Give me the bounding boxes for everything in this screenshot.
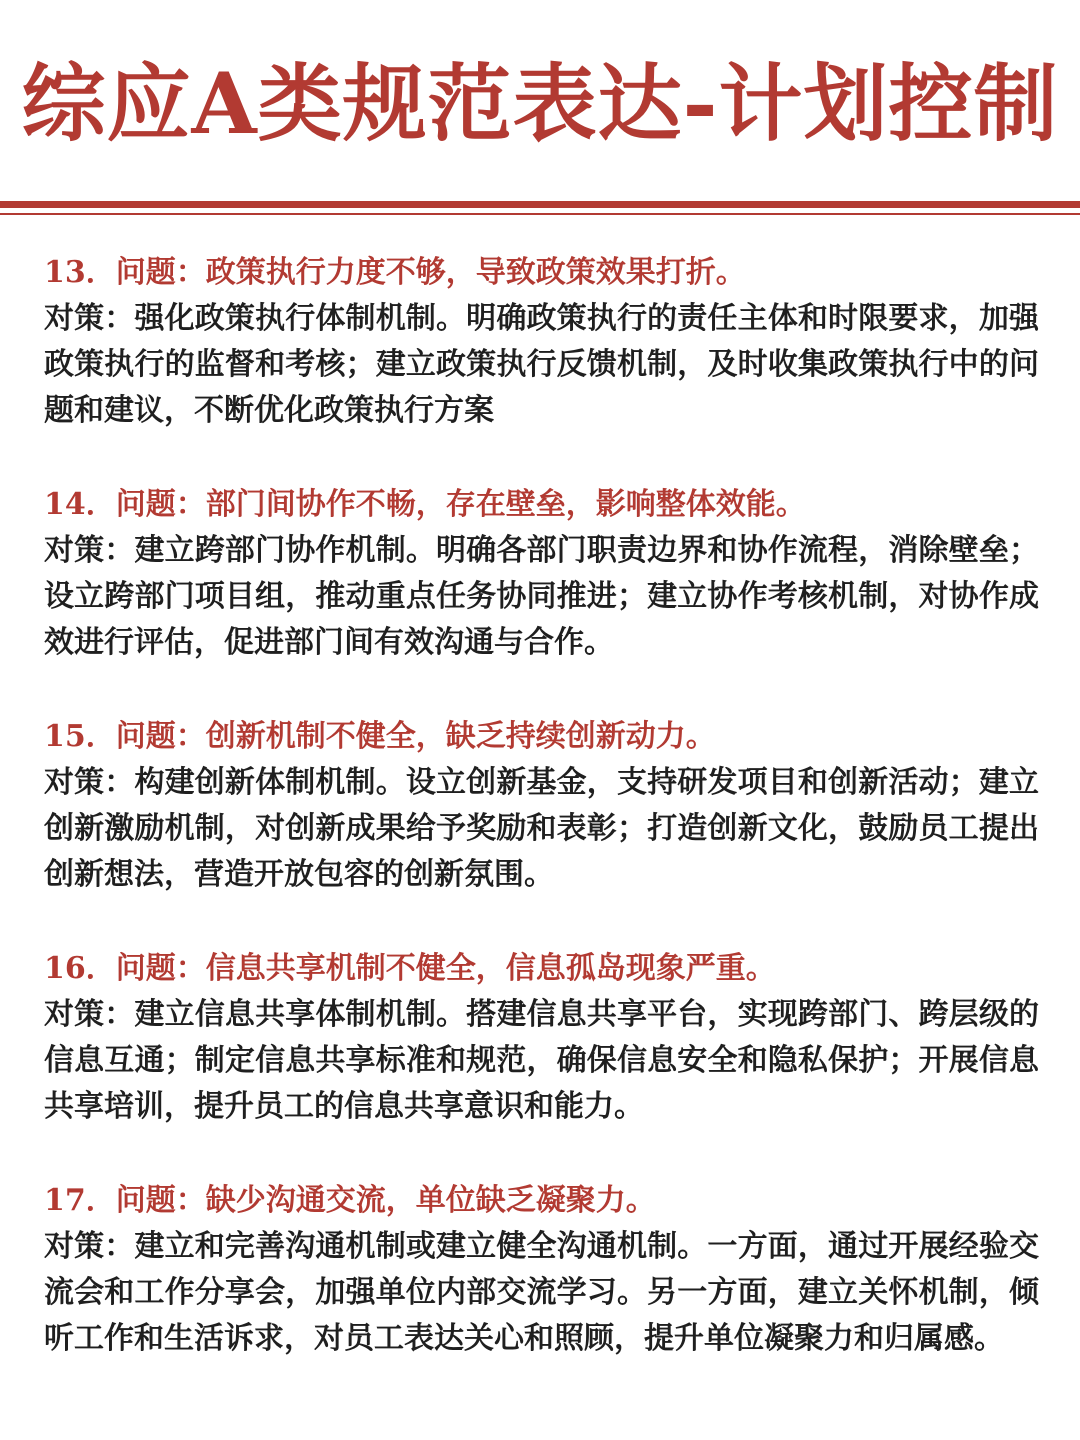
page-title: 综应A类规范表达-计划控制	[21, 54, 1059, 153]
answer-16: 对策：建立信息共享体制机制。搭建信息共享平台，实现跨部门、跨层级的信息互通；制定信息共享标准和规范，确保信息安全和隐私保护；开展信息共享培训，提升员工的信息共享意识和能力。	[44, 997, 1039, 1124]
question-13: 13．问题：政策执行力度不够，导致政策效果打折。	[44, 255, 746, 290]
qa-item-13	[44, 250, 1039, 482]
title-divider-thick	[0, 201, 1080, 208]
answer-15: 对策：构建创新体制机制。设立创新基金，支持研发项目和创新活动；建立创新激励机制，对创新成果给予奖励和表彰；打造创新文化，鼓励员工提出创新想法，营造开放包容的创新氛围。	[44, 765, 1039, 892]
answer-13: 对策：强化政策执行体制机制。明确政策执行的责任主体和时限要求，加强政策执行的监督和考核；建立政策执行反馈机制，及时收集政策执行中的问题和建议，不断优化政策执行方案	[44, 301, 1039, 428]
qa-item-15	[44, 714, 1039, 946]
question-17: 17．问题：缺少沟通交流，单位缺乏凝聚力。	[44, 1183, 656, 1218]
question-14: 14．问题：部门间协作不畅，存在壁垒，影响整体效能。	[44, 487, 806, 522]
question-15: 15．问题：创新机制不健全，缺乏持续创新动力。	[44, 719, 716, 754]
question-16: 16．问题：信息共享机制不健全，信息孤岛现象严重。	[44, 951, 776, 986]
qa-item-17	[44, 1178, 1039, 1410]
qa-item-16	[44, 946, 1039, 1178]
answer-17: 对策：建立和完善沟通机制或建立健全沟通机制。一方面，通过开展经验交流会和工作分享会，加强单位内部交流学习。另一方面，建立关怀机制，倾听工作和生活诉求，对员工表达关心和照顾，提升单位凝聚力和归属感。	[44, 1229, 1039, 1356]
answer-14: 对策：建立跨部门协作机制。明确各部门职责边界和协作流程，消除壁垒；设立跨部门项目组，推动重点任务协同推进；建立协作考核机制，对协作成效进行评估，促进部门间有效沟通与合作。	[44, 533, 1039, 660]
qa-item-14	[44, 482, 1039, 714]
qa-list	[44, 250, 1039, 1410]
title-divider-thin	[0, 213, 1080, 215]
